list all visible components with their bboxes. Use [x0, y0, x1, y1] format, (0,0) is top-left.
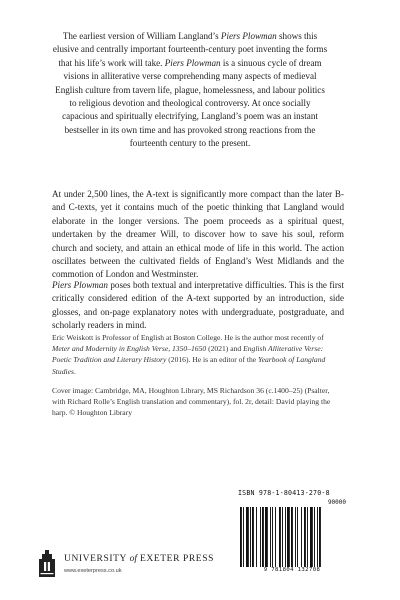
- publisher-name-part: of: [129, 554, 138, 564]
- author-bio: [52, 332, 342, 377]
- barcode-bar: [285, 507, 286, 567]
- blurb-text: poses both textual and interpretative difficulties. This is the first critically considered edition of the A-text supported by an introduction, side glosses, and on-page explanatory notes with undergraduate, postgraduate, and scholarly readers in mind.: [52, 280, 344, 331]
- barcode-bar: [304, 507, 306, 567]
- book-title-italic: Piers Plowman: [220, 31, 277, 41]
- barcode-bar: [246, 507, 249, 567]
- price-code: 90000: [327, 499, 346, 506]
- publisher-name: [64, 554, 214, 564]
- barcode-bar: [287, 507, 290, 567]
- bio-text: (2016). He is an editor of the: [166, 355, 259, 365]
- blurb-text: shows this elusive and centrally important fourteenth-century poet inventing the forms that his life’s work will take.: [52, 31, 328, 68]
- barcode-bar: [240, 507, 242, 567]
- cover-image-credit: Cover image: Cambridge, MA, Houghton Library, MS Richardson 36 (c.1400–25) (Psalter, with Richard Rolle’s English translation and commentary), fol. 2r, detail: David playing the harp. © Houghton Library: [52, 385, 331, 418]
- barcode-bar: [243, 507, 244, 567]
- publisher-logo-icon: [36, 548, 58, 578]
- bio-text: .: [73, 366, 76, 376]
- blurb-paragraph-1: [52, 30, 328, 151]
- isbn-barcode: [236, 489, 348, 577]
- blurb-paragraph-2: [52, 188, 344, 282]
- book-title-italic: Meter and Modernity in English Verse, 1350–1650: [52, 344, 207, 354]
- bio-text: Eric Weiskott is Professor of English at Boston College. He is the author most recently of: [52, 333, 324, 342]
- barcode-bar: [256, 507, 257, 567]
- blurb-paragraph-3: [52, 279, 344, 333]
- blurb-text: At under 2,500 lines, the A-text is significantly more compact than the later B- and C-texts, yet it contains much of the poetic thinking that Langland would elaborate in the longer versions. The poem proceeds as a spiritual quest, undertaken by the dreamer Will, to discover how to save his soul, reform church and society, and attain an ethical mode of life in this world. The action oscillates between the cultivated fields of England’s West Midlands and the commotion of London and Westminster.: [52, 189, 344, 280]
- barcode-bar: [314, 507, 315, 567]
- barcode-bar: [275, 507, 276, 567]
- barcode-bar: [270, 507, 271, 567]
- barcode-bar: [319, 507, 321, 567]
- barcode-bar: [317, 507, 318, 567]
- barcode-bar: [310, 507, 313, 567]
- blurb-text: The earliest version of William Langland’s: [62, 31, 221, 41]
- barcode-bar: [282, 507, 283, 567]
- barcode-bar: [301, 507, 302, 567]
- bio-text: (2021) and: [206, 344, 244, 354]
- blurb-text: is a sinuous cycle of dream visions in alliterative verse comprehending many aspects of medieval English culture from tavern life, plague, homelessness, and labour politics to religious devotion and theological controversy. At once socially capacious and spiritually electrifying, Langland’s poem was an instant bestseller in its own time and has provoked strong reactions from the fourteenth century to the present.: [55, 57, 325, 149]
- publisher-name-part: EXETER PRESS: [137, 554, 214, 564]
- book-title-italic: Piers Plowman: [164, 57, 221, 68]
- barcode-bar: [265, 507, 268, 567]
- barcode-bar: [297, 507, 298, 567]
- publisher-url: www.exeterpress.co.uk: [64, 568, 122, 574]
- book-title-italic: Piers Plowman: [52, 280, 108, 290]
- barcode-bar: [295, 507, 296, 567]
- barcode-bar: [279, 507, 281, 567]
- barcode-bars: [240, 507, 344, 567]
- barcode-bar: [252, 507, 254, 567]
- author-bio-section: [52, 332, 342, 426]
- isbn-text: ISBN 978-1-80413-270-8: [238, 489, 330, 497]
- publisher-name-part: UNIVERSITY: [64, 554, 130, 564]
- barcode-bar: [260, 507, 261, 567]
- barcode-digits: 9 781804 132708: [263, 567, 321, 573]
- barcode-bar: [272, 507, 273, 567]
- book-title-italic: Yearbook of Langland Studies: [52, 355, 326, 376]
- book-title-italic: English Alliterative Verse: Poetic Tradition and Literary History: [52, 344, 324, 365]
- barcode-bar: [250, 507, 251, 567]
- publisher-imprint: [36, 548, 236, 580]
- barcode-bar: [291, 507, 293, 567]
- barcode-bar: [262, 507, 264, 567]
- barcode-bar: [307, 507, 308, 567]
